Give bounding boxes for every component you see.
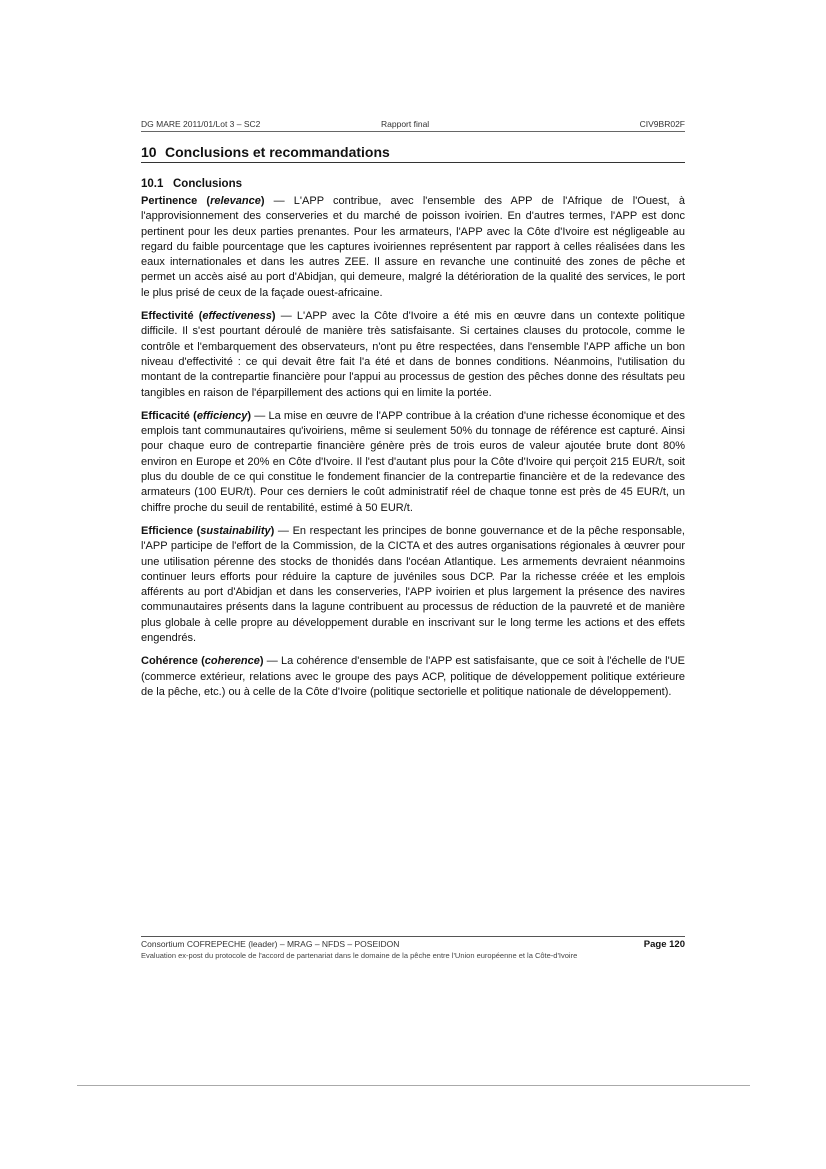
paragraph-lead-english: efficiency	[196, 409, 248, 422]
page-header	[141, 119, 685, 132]
paragraph-text: — L'APP contribue, avec l'ensemble des APP de l'Afrique de l'Ouest, à l'approvisionnement des conserveries et du marché de poisson ivoirien. En d'autres termes, l'APP est donc pertinent pour les deux parties prenantes. Pour les armateurs, l'APP avec la Côte d'Ivoire est négligeable au regard du faible pourcentage que les captures ivoiriennes représentent par rapport à celles réalisées dans les eaux internationales et dans les autres ZEE. Il assure en revanche une continuité des zones de pêche et permet un accès aisé au port d'Abidjan, qui demeure, malgré la détérioration de la qualité des services, le port le plus prisé de ceux de la façade ouest-africaine.	[141, 195, 685, 299]
header-report-type: Rapport final	[381, 119, 430, 129]
conclusions-body	[141, 194, 685, 708]
paragraph-efficiency: Efficacité (efficiency) — La mise en œuvre de l'APP contribue à la création d'une richesse économique et des emplois tant communautaires qu'ivoiriens, même si seulement 50% du tonnage de référence est capturé. Ainsi pour chaque euro de contrepartie financière génère près de trois euros de valeur ajoutée brute dont 80% environ en Europe et 20% en Côte d'Ivoire. Il l'est d'autant plus pour la Côte d'Ivoire qui perçoit 215 EUR/t, soit plus du double de ce qui constitue le fondement financier de la contrepartie financière et de la redevance des armateurs (100 EUR/t). Pour ces derniers le coût administratif réel de chaque tonne est près de 45 EUR/t, un chiffre proche du seuil de rentabilité, estimé à 50 EUR/t.	[141, 409, 685, 514]
page-bottom-divider	[77, 1085, 750, 1086]
page-number: Page 120	[643, 939, 685, 950]
paragraph-lead: Efficience	[141, 524, 193, 537]
paragraph-lead: Cohérence	[141, 655, 198, 668]
paragraph-text: — En respectant les principes de bonne gouvernance et de la pêche responsable, l'APP participe de l'effort de la Commission, de la CICTA et des autres organisations régionales à œuvrer pour une utilisation pérenne des stocks de thonidés dans l'océan Atlantique. Les armements devraient néanmoins continuer leurs efforts pour réduire la capture de juvéniles sous DCP. Par la richesse créée et les emplois afférents au port d'Abidjan et dans les conserveries, l'APP ivoirien et plus largement la présence des navires communautaires présents dans la lagune contribuent au processus de réduction de la pauvreté et de manière plus globale à celle propre au développement durable en inscrivant sur le long terme les actions et des effets engendrés.	[141, 524, 685, 645]
footer-consortium: Consortium COFREPECHE (leader) – MRAG – NFDS – POSEIDON	[141, 939, 400, 949]
paragraph-effectiveness: Effectivité (effectiveness) — L'APP avec la Côte d'Ivoire a été mis en œuvre dans un contexte politique difficile. Il s'est pourtant déroulé de manière très satisfaisante. Si certaines clauses du protocole, comme le contrôle et l'embarquement des observateurs, n'ont pu être respectées, dans l'ensemble l'APP affiche un bon niveau d'effectivité : ce qui devait être fait l'a été et dans de bonnes conditions. Néanmoins, l'utilisation du montant de la contrepartie financière pour l'appui au processus de gestion des pêches donne des résultats peu tangibles en raison de l'éparpillement des actions qui en limite la portée.	[141, 310, 685, 399]
chapter-heading	[141, 143, 685, 163]
paragraph-text: — La mise en œuvre de l'APP contribue à la création d'une richesse économique et des emplois tant communautaires qu'ivoiriens, même si seulement 50% du tonnage de référence est capturé. Ainsi pour chaque euro de contrepartie financière génère près de trois euros de valeur ajoutée brute dont 80% environ en Europe et 20% en Côte d'Ivoire. Il l'est d'autant plus pour la Côte d'Ivoire qui perçoit 215 EUR/t, soit plus du double de ce qui constitue le fondement financier de la contrepartie financière et de la redevance des armateurs (100 EUR/t). Pour ces derniers le coût administratif réel de chaque tonne est près de 45 EUR/t, un chiffre proche du seuil de rentabilité, estimé à 50 EUR/t.	[141, 409, 685, 514]
paragraph-sustainability: Efficience (sustainability) — En respectant les principes de bonne gouvernance et de la pêche responsable, l'APP participe de l'effort de la Commission, de la CICTA et des autres organisations régionales à œuvrer pour une utilisation pérenne des stocks de thonidés dans l'océan Atlantique. Les armements devraient néanmoins continuer leurs efforts pour réduire la capture de juvéniles sous DCP. Par la richesse créée et les emplois afférents au port d'Abidjan et dans les conserveries, l'APP ivoirien et plus largement la présence des navires communautaires présents dans la lagune contribuent au processus de réduction de la pauvreté et de manière plus globale à celle propre au développement durable en inscrivant sur le long terme les actions et des effets engendrés.	[141, 524, 685, 645]
paragraph-lead: Effectivité	[141, 310, 194, 323]
paragraph-lead-english: effectiveness	[202, 310, 272, 323]
footer-document-title: Evaluation ex-post du protocole de l'accord de partenariat dans le domaine de la pêche entre l'Union européenne et la Côte-d'Ivoire	[141, 951, 578, 960]
header-document-code: CIV9BR02F	[639, 119, 685, 129]
section-heading	[141, 176, 242, 192]
page-footer	[141, 936, 685, 961]
paragraph-lead: Efficacité	[141, 409, 190, 422]
paragraph-lead-english: coherence	[204, 655, 260, 668]
section-number: 10.1	[141, 178, 164, 190]
chapter-title: Conclusions et recommandations	[165, 144, 390, 160]
paragraph-text: — La cohérence d'ensemble de l'APP est satisfaisante, que ce soit à l'échelle de l'UE (commerce extérieur, relations avec le groupe des pays ACP, politique de développement politique extérieure de la pêche, etc.) ou à celle de la Côte d'Ivoire (politique sectorielle et politique nationale de développement).	[141, 655, 685, 698]
paragraph-lead-english: relevance	[210, 195, 261, 207]
section-title: Conclusions	[173, 178, 243, 190]
paragraph-text: — L'APP avec la Côte d'Ivoire a été mis en œuvre dans un contexte politique difficile. Il s'est pourtant déroulé de manière très satisfaisante. Si certaines clauses du protocole, comme le contrôle et l'embarquement des observateurs, n'ont pu être respectées, dans l'ensemble l'APP affiche un bon niveau d'effectivité : ce qui devait être fait l'a été et dans de bonnes conditions. Néanmoins, l'utilisation du montant de la contrepartie financière pour l'appui au processus de gestion des pêches donne des résultats peu tangibles en raison de l'éparpillement des actions qui en limite la portée.	[141, 310, 685, 399]
paragraph-lead: Pertinence	[141, 195, 198, 207]
chapter-number: 10	[141, 144, 157, 160]
paragraph-lead-english: sustainability	[200, 524, 271, 537]
paragraph-relevance: Pertinence (relevance) — L'APP contribue, avec l'ensemble des APP de l'Afrique de l'Ouest, à l'approvisionnement des conserveries et du marché de poisson ivoirien. En d'autres termes, l'APP est donc pertinent pour les deux parties prenantes. Pour les armateurs, l'APP avec la Côte d'Ivoire est négligeable au regard du faible pourcentage que les captures ivoiriennes représentent par rapport à celles réalisées dans les eaux internationales et dans les autres ZEE. Il assure en revanche une continuité des zones de pêche et permet un accès aisé au port d'Abidjan, qui demeure, malgré la détérioration de la qualité des services, le port le plus prisé de ceux de la façade ouest-africaine.	[141, 195, 685, 299]
paragraph-coherence: Cohérence (coherence) — La cohérence d'ensemble de l'APP est satisfaisante, que ce soit à l'échelle de l'UE (commerce extérieur, relations avec le groupe des pays ACP, politique de développement politique extérieure de la pêche, etc.) ou à celle de la Côte d'Ivoire (politique sectorielle et politique nationale de développement).	[141, 655, 685, 698]
header-reference: DG MARE 2011/01/Lot 3 – SC2	[141, 119, 261, 129]
